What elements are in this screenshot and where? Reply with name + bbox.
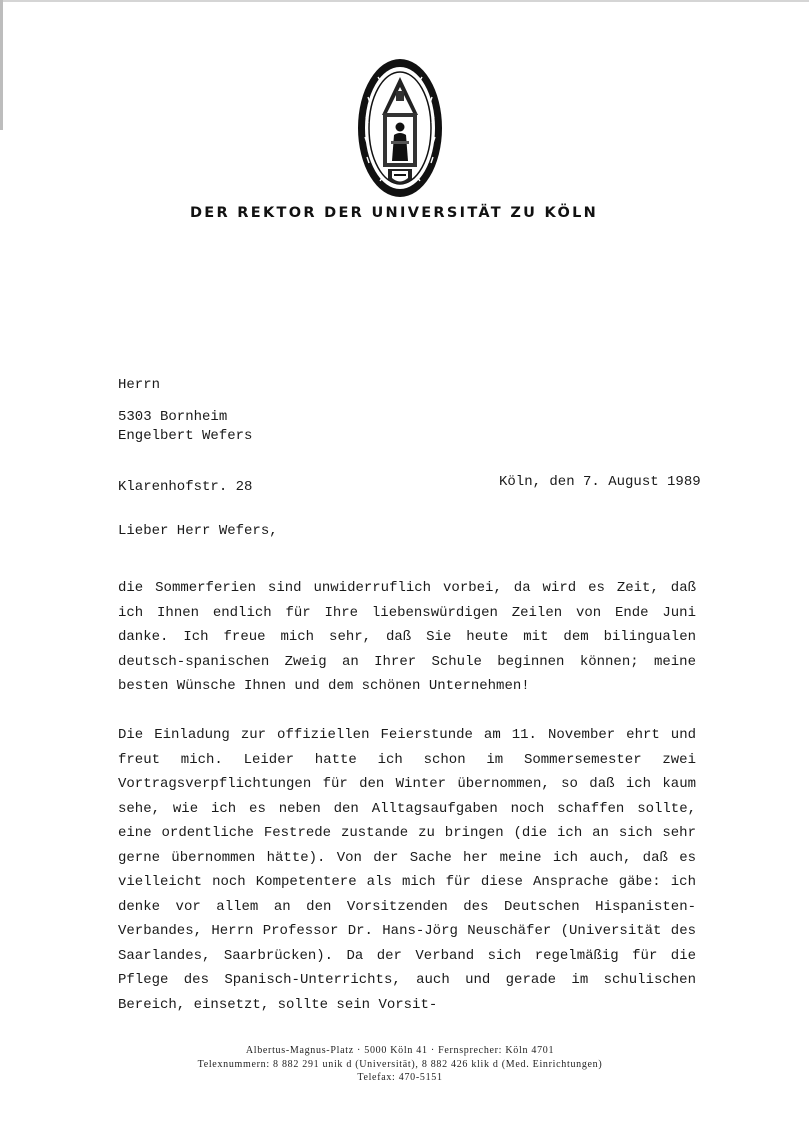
scan-edge-left xyxy=(0,0,3,130)
scan-edge-top xyxy=(0,0,809,2)
letter-date: Köln, den 7. August 1989 xyxy=(499,474,701,490)
footer-telefax: Telefax: 470-5151 xyxy=(357,1072,443,1083)
university-seal-icon xyxy=(356,57,444,199)
salutation: Lieber Herr Wefers, xyxy=(118,523,278,539)
footer-address: Albertus-Magnus-Platz · 5000 Köln 41 · Fernsprecher: Köln 4701 xyxy=(245,1045,555,1056)
recipient-city: 5303 Bornheim xyxy=(118,409,228,425)
footer-telex: Telexnummern: 8 882 291 unik d (Universität), 8 882 426 klik d (Med. Einrichtungen) xyxy=(197,1058,603,1070)
recipient-address xyxy=(118,343,252,513)
body-paragraph: Die Einladung zur offiziellen Feierstunde am 11. November ehrt und freut mich. Leider hatte ich schon im Sommersemester zwei Vortragsverpflichtungen für den Winter übernommen, so daß ich kaum sehe, wie ich es neben den Alltagsaufgaben noch schaffen sollte, eine ordentliche Festrede zustande zu bringen (die ich an sich sehr gerne übernommen hätte). Von der Sache her meine ich auch, daß es vielleicht noch Kompetentere als mich für diese Ansprache gäbe: ich denke vor allem an den Vorsitzenden des Deutschen Hispanisten-Verbandes, Herrn Professor Dr. Hans-Jörg Neuschäfer (Universität des Saarlandes, Saarbrücken). Da der Verband sich regelmäßig für die Pflege des Spanisch-Unterrichts, auch und gerade im schulischen Bereich, einsetzt, sollte sein Vorsit- xyxy=(118,727,696,1013)
recipient-line: Klarenhofstr. 28 xyxy=(118,479,253,495)
recipient-line: Herrn xyxy=(118,377,161,393)
letterhead-footer xyxy=(0,1044,800,1085)
recipient-line: Engelbert Wefers xyxy=(118,428,253,444)
letterhead-title: DER REKTOR DER UNIVERSITÄT ZU KÖLN xyxy=(189,205,599,221)
body-paragraph: die Sommerferien sind unwiderruflich vorbei, da wird es Zeit, daß ich Ihnen endlich für Ihre liebenswürdigen Zeilen von Ende Juni danke. Ich freue mich sehr, daß Sie heute mit dem bilingualen deutsch-spanischen Zweig an Ihrer Schule beginnen können; meine besten Wünsche Ihnen und dem schönen Unternehmen! xyxy=(118,580,696,694)
